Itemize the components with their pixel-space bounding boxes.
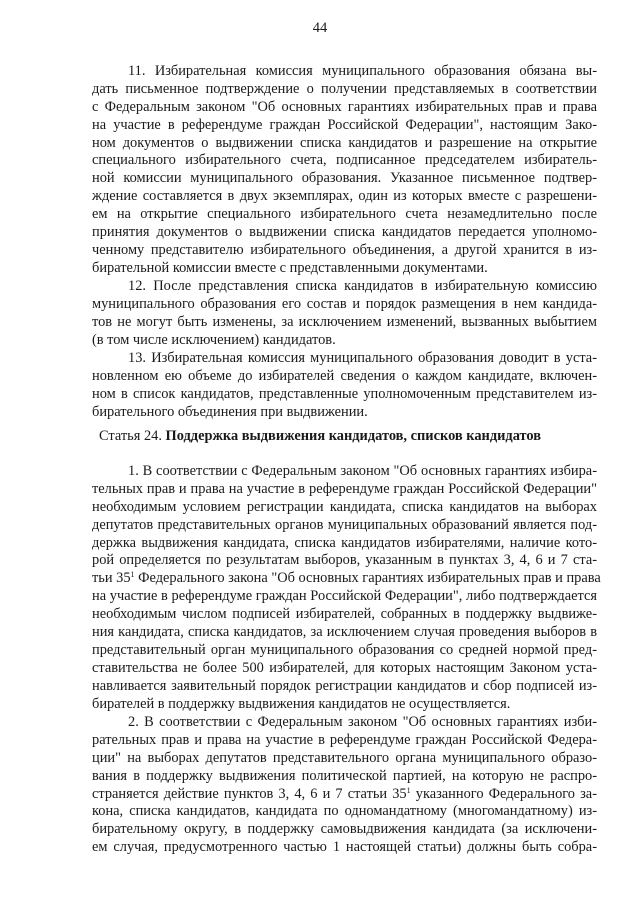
text-fragment: тьи 35 — [92, 570, 131, 587]
text-line: тов не могут быть изменены, за исключением изменений, вызванных выбытием — [92, 313, 597, 330]
text-line: ном в список кандидатов, представленные уполномоченным представителем из- — [92, 385, 597, 402]
text-fragment: указанного Федерального за- — [410, 785, 597, 802]
text-line: кона, списка кандидатов, кандидата по одномандатному (многомандатному) из- — [92, 803, 597, 820]
text-line: навливается заявительный порядок регистрации кандидатов и сбор подписей из- — [92, 677, 597, 694]
text-fragment: страняется действие пунктов 3, 4, 6 и 7 статьи 35 — [92, 785, 407, 802]
paragraph-11 — [92, 63, 597, 278]
text-line: ждение составляется в двух экземплярах, один из которых вместе с разрешени- — [92, 188, 597, 205]
article-24-part-1 — [92, 463, 601, 713]
text-line: необходимым условием регистрации кандидата, списка кандидатов на выборах — [92, 498, 597, 515]
text-line: ченному представителю избирательного объединения, а другой хранится в из- — [92, 241, 597, 258]
text-line — [92, 786, 597, 804]
text-line: ставительства не более 500 избирателей, для которых настоящим Законом уста- — [92, 659, 597, 676]
text-line: (в том числе исключением) кандидатов. — [92, 331, 336, 348]
text-line: с Федеральным законом "Об основных гарантиях избирательных прав и права — [92, 98, 597, 115]
text-line: дать письменное подтверждение о получении представляемых в соответствии — [92, 80, 597, 97]
text-line: ции" на выборах депутатов представительного органа муниципального образо- — [92, 749, 597, 766]
paragraph-13 — [92, 350, 597, 422]
superscript: 1 — [406, 785, 411, 795]
page-number: 44 — [312, 20, 328, 36]
text-line: ем случая, предусмотренного частью 1 настоящей статьи) должны быть собра- — [92, 839, 597, 856]
text-line: 11. Избирательная комиссия муниципального образования обязана вы- — [128, 63, 597, 79]
text-line — [92, 570, 601, 588]
text-line: бирательной комиссии вместе с представленными документами. — [92, 259, 488, 276]
text-line: 12. После представления списка кандидатов в избирательную комиссию — [128, 278, 597, 294]
text-line: бирателей в поддержку выдвижения кандидатов не осуществляется. — [92, 695, 511, 712]
text-line: тельных прав и права на участие в референдуме граждан Российской Федерации" — [92, 480, 597, 497]
text-line: специального избирательного счета, подписанное председателем избиратель- — [92, 152, 597, 169]
text-line: на участие в референдуме граждан Российской Федерации", настоящим Зако- — [92, 116, 597, 133]
article-heading — [0, 427, 640, 445]
text-line: необходимым числом подписей избирателей, собранных в поддержку выдвиже- — [92, 606, 597, 623]
article-24-part-2 — [92, 714, 597, 857]
text-line: муниципального образования его состав и порядок размещения в нем кандида- — [92, 295, 597, 312]
article-title: Поддержка выдвижения кандидатов, списков кандидатов — [165, 428, 542, 444]
text-line: рательных прав и права на участие в референдуме граждан Российской Федера- — [92, 731, 597, 748]
text-line: ния кандидата, списка кандидатов, за исключением случая проведения выборов в — [92, 624, 597, 641]
text-line: бирательному округу, в поддержку самовыдвижения кандидата (за исключени- — [92, 821, 597, 838]
text-line: ном документов о выдвижении списка кандидатов и разрешение на открытие — [92, 134, 597, 151]
text-line: вания в поддержку выдвижения политической партией, на которую не распро- — [92, 767, 597, 784]
text-line: депутатов представительных органов муниципальных образований является под- — [92, 516, 597, 533]
article-number: Статья 24. — [98, 428, 166, 444]
text-fragment: Федерального закона "Об основных гарантиях избирательных прав и права — [134, 570, 601, 587]
text-line: 1. В соответствии с Федеральным законом "Об основных гарантиях избира- — [128, 463, 597, 479]
paragraph-12 — [92, 278, 597, 350]
text-line: рой определяется по результатам выборов, указанным в пунктах 3, 4, 6 и 7 ста- — [92, 552, 597, 569]
text-line: представительный орган муниципального образования со средней нормой пред- — [92, 641, 597, 658]
text-line: бирательного объединения при выдвижении. — [92, 403, 368, 420]
text-line: ем на открытие специального избирательного счета незамедлительно после — [92, 206, 597, 223]
text-line: новленном ею объеме до избирателей сведения о каждом кандидате, включен- — [92, 367, 597, 384]
text-line: держка выдвижения кандидата, списка кандидатов избирателями, наличие кото- — [92, 534, 597, 551]
superscript: 1 — [130, 570, 135, 580]
text-line: 13. Избирательная комиссия муниципального образования доводит в уста- — [128, 350, 597, 366]
text-line: 2. В соответствии с Федеральным законом "Об основных гарантиях изби- — [128, 714, 597, 730]
text-line: на участие в референдуме граждан Российской Федерации", либо подтверждается — [92, 588, 597, 605]
text-line: принятия документов о выдвижении списка кандидатов передается уполномо- — [92, 224, 597, 241]
text-line: ной комиссии муниципального образования. Указанное письменное подтвер- — [92, 170, 597, 187]
